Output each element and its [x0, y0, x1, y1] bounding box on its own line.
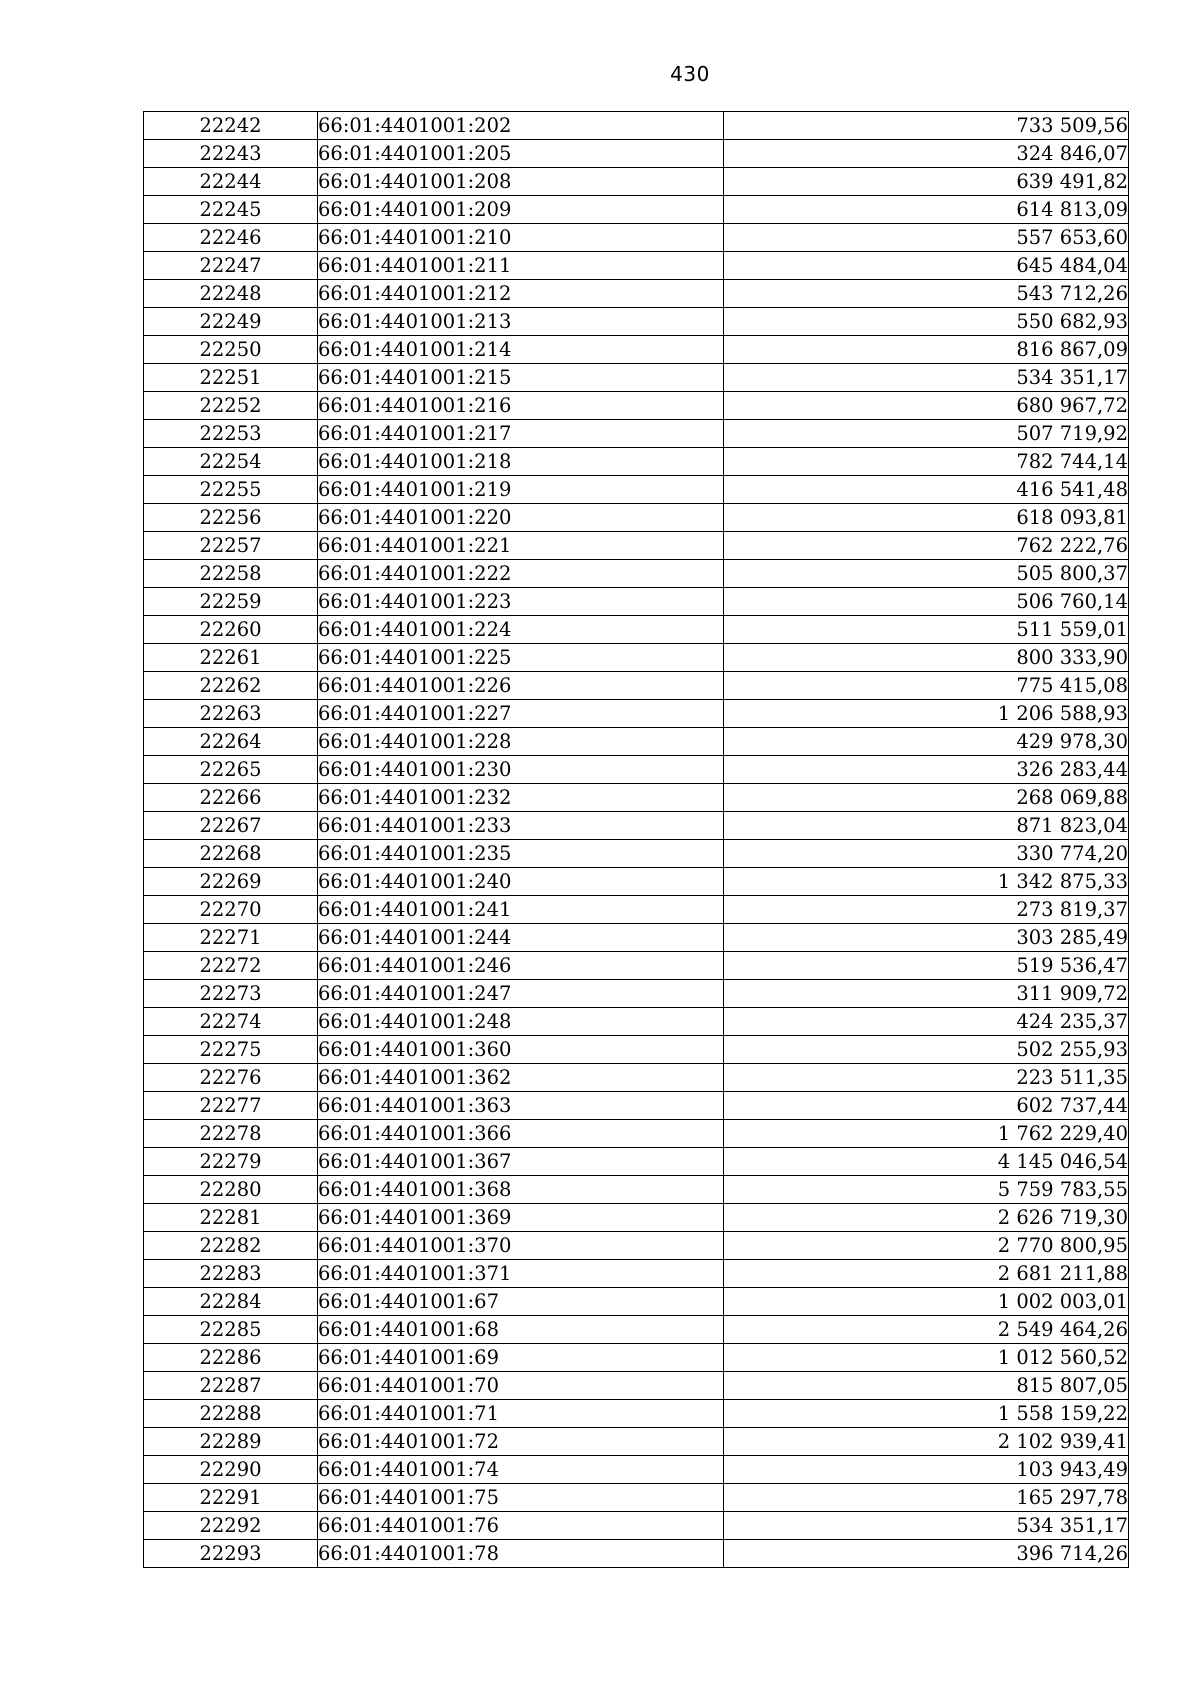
cadastral-value-cell: 618 093,81 — [724, 504, 1129, 532]
cadastral-number-cell: 66:01:4401001:209 — [318, 196, 724, 224]
cadastral-value-cell: 550 682,93 — [724, 308, 1129, 336]
cadastral-value-cell: 506 760,14 — [724, 588, 1129, 616]
row-number-cell: 22271 — [144, 924, 318, 952]
table-row — [144, 1176, 1129, 1204]
cadastral-value-cell: 303 285,49 — [724, 924, 1129, 952]
cadastral-number-cell: 66:01:4401001:76 — [318, 1512, 724, 1540]
cadastral-value-cell: 2 626 719,30 — [724, 1204, 1129, 1232]
row-number-cell: 22286 — [144, 1344, 318, 1372]
table-row — [144, 728, 1129, 756]
cadastral-value-cell: 165 297,78 — [724, 1484, 1129, 1512]
cadastral-number-cell: 66:01:4401001:72 — [318, 1428, 724, 1456]
cadastral-value-cell: 268 069,88 — [724, 784, 1129, 812]
cadastral-number-cell: 66:01:4401001:78 — [318, 1540, 724, 1568]
cadastral-number-cell: 66:01:4401001:228 — [318, 728, 724, 756]
cadastral-value-cell: 2 681 211,88 — [724, 1260, 1129, 1288]
cadastral-number-cell: 66:01:4401001:210 — [318, 224, 724, 252]
cadastral-number-cell: 66:01:4401001:69 — [318, 1344, 724, 1372]
table-row — [144, 616, 1129, 644]
cadastral-number-cell: 66:01:4401001:219 — [318, 476, 724, 504]
cadastral-number-cell: 66:01:4401001:74 — [318, 1456, 724, 1484]
cadastral-value-cell: 815 807,05 — [724, 1372, 1129, 1400]
cadastral-value-cell: 324 846,07 — [724, 140, 1129, 168]
table-row — [144, 476, 1129, 504]
row-number-cell: 22262 — [144, 672, 318, 700]
cadastral-value-cell: 762 222,76 — [724, 532, 1129, 560]
cadastral-value-cell: 511 559,01 — [724, 616, 1129, 644]
row-number-cell: 22261 — [144, 644, 318, 672]
cadastral-value-cell: 1 206 588,93 — [724, 700, 1129, 728]
cadastral-number-cell: 66:01:4401001:208 — [318, 168, 724, 196]
table-row — [144, 1316, 1129, 1344]
row-number-cell: 22260 — [144, 616, 318, 644]
row-number-cell: 22284 — [144, 1288, 318, 1316]
cadastral-value-cell: 2 549 464,26 — [724, 1316, 1129, 1344]
cadastral-value-cell: 330 774,20 — [724, 840, 1129, 868]
cadastral-number-cell: 66:01:4401001:371 — [318, 1260, 724, 1288]
row-number-cell: 22288 — [144, 1400, 318, 1428]
table-row — [144, 532, 1129, 560]
cadastral-number-cell: 66:01:4401001:370 — [318, 1232, 724, 1260]
table-row — [144, 280, 1129, 308]
row-number-cell: 22242 — [144, 112, 318, 140]
table-row — [144, 1232, 1129, 1260]
row-number-cell: 22243 — [144, 140, 318, 168]
cadastral-number-cell: 66:01:4401001:226 — [318, 672, 724, 700]
table-row — [144, 196, 1129, 224]
cadastral-number-cell: 66:01:4401001:246 — [318, 952, 724, 980]
cadastral-number-cell: 66:01:4401001:227 — [318, 700, 724, 728]
cadastral-number-cell: 66:01:4401001:216 — [318, 392, 724, 420]
table-row — [144, 756, 1129, 784]
table-row — [144, 952, 1129, 980]
table-row — [144, 980, 1129, 1008]
cadastral-number-cell: 66:01:4401001:247 — [318, 980, 724, 1008]
row-number-cell: 22293 — [144, 1540, 318, 1568]
row-number-cell: 22275 — [144, 1036, 318, 1064]
row-number-cell: 22257 — [144, 532, 318, 560]
cadastral-number-cell: 66:01:4401001:248 — [318, 1008, 724, 1036]
cadastral-value-cell: 416 541,48 — [724, 476, 1129, 504]
table-row — [144, 392, 1129, 420]
cadastral-value-cell: 1 762 229,40 — [724, 1120, 1129, 1148]
table-row — [144, 700, 1129, 728]
cadastral-value-cell: 311 909,72 — [724, 980, 1129, 1008]
row-number-cell: 22291 — [144, 1484, 318, 1512]
row-number-cell: 22252 — [144, 392, 318, 420]
row-number-cell: 22255 — [144, 476, 318, 504]
table-row — [144, 1372, 1129, 1400]
cadastral-number-cell: 66:01:4401001:214 — [318, 336, 724, 364]
cadastral-value-cell: 1 012 560,52 — [724, 1344, 1129, 1372]
cadastral-number-cell: 66:01:4401001:366 — [318, 1120, 724, 1148]
cadastral-number-cell: 66:01:4401001:233 — [318, 812, 724, 840]
table-row — [144, 112, 1129, 140]
row-number-cell: 22264 — [144, 728, 318, 756]
table-row — [144, 1064, 1129, 1092]
cadastral-number-cell: 66:01:4401001:360 — [318, 1036, 724, 1064]
table-row — [144, 420, 1129, 448]
row-number-cell: 22279 — [144, 1148, 318, 1176]
cadastral-number-cell: 66:01:4401001:202 — [318, 112, 724, 140]
cadastral-value-cell: 733 509,56 — [724, 112, 1129, 140]
row-number-cell: 22281 — [144, 1204, 318, 1232]
cadastral-value-cell: 103 943,49 — [724, 1456, 1129, 1484]
row-number-cell: 22251 — [144, 364, 318, 392]
cadastral-number-cell: 66:01:4401001:235 — [318, 840, 724, 868]
table-row — [144, 336, 1129, 364]
cadastral-number-cell: 66:01:4401001:212 — [318, 280, 724, 308]
table-row — [144, 1512, 1129, 1540]
row-number-cell: 22287 — [144, 1372, 318, 1400]
table-row — [144, 252, 1129, 280]
row-number-cell: 22276 — [144, 1064, 318, 1092]
cadastral-number-cell: 66:01:4401001:232 — [318, 784, 724, 812]
cadastral-number-cell: 66:01:4401001:218 — [318, 448, 724, 476]
row-number-cell: 22253 — [144, 420, 318, 448]
table-row — [144, 924, 1129, 952]
table-row — [144, 504, 1129, 532]
cadastral-value-table — [143, 111, 1129, 1568]
cadastral-value-cell: 871 823,04 — [724, 812, 1129, 840]
cadastral-number-cell: 66:01:4401001:213 — [318, 308, 724, 336]
cadastral-value-cell: 543 712,26 — [724, 280, 1129, 308]
table-row — [144, 1120, 1129, 1148]
table-row — [144, 868, 1129, 896]
table-row — [144, 1400, 1129, 1428]
cadastral-value-cell: 2 770 800,95 — [724, 1232, 1129, 1260]
row-number-cell: 22280 — [144, 1176, 318, 1204]
row-number-cell: 22249 — [144, 308, 318, 336]
cadastral-value-cell: 429 978,30 — [724, 728, 1129, 756]
cadastral-value-cell: 502 255,93 — [724, 1036, 1129, 1064]
table-row — [144, 644, 1129, 672]
row-number-cell: 22268 — [144, 840, 318, 868]
row-number-cell: 22274 — [144, 1008, 318, 1036]
row-number-cell: 22273 — [144, 980, 318, 1008]
row-number-cell: 22277 — [144, 1092, 318, 1120]
cadastral-value-cell: 396 714,26 — [724, 1540, 1129, 1568]
row-number-cell: 22292 — [144, 1512, 318, 1540]
cadastral-number-cell: 66:01:4401001:244 — [318, 924, 724, 952]
cadastral-number-cell: 66:01:4401001:367 — [318, 1148, 724, 1176]
cadastral-value-cell: 800 333,90 — [724, 644, 1129, 672]
table-body — [144, 112, 1129, 1568]
cadastral-number-cell: 66:01:4401001:221 — [318, 532, 724, 560]
cadastral-number-cell: 66:01:4401001:75 — [318, 1484, 724, 1512]
table-row — [144, 840, 1129, 868]
cadastral-number-cell: 66:01:4401001:369 — [318, 1204, 724, 1232]
cadastral-value-cell: 534 351,17 — [724, 1512, 1129, 1540]
cadastral-value-cell: 1 558 159,22 — [724, 1400, 1129, 1428]
table-row — [144, 1008, 1129, 1036]
row-number-cell: 22278 — [144, 1120, 318, 1148]
row-number-cell: 22265 — [144, 756, 318, 784]
table-row — [144, 1288, 1129, 1316]
table-row — [144, 896, 1129, 924]
cadastral-value-cell: 816 867,09 — [724, 336, 1129, 364]
cadastral-number-cell: 66:01:4401001:363 — [318, 1092, 724, 1120]
row-number-cell: 22270 — [144, 896, 318, 924]
cadastral-number-cell: 66:01:4401001:70 — [318, 1372, 724, 1400]
row-number-cell: 22258 — [144, 560, 318, 588]
cadastral-value-cell: 4 145 046,54 — [724, 1148, 1129, 1176]
cadastral-number-cell: 66:01:4401001:215 — [318, 364, 724, 392]
cadastral-number-cell: 66:01:4401001:223 — [318, 588, 724, 616]
cadastral-value-cell: 645 484,04 — [724, 252, 1129, 280]
table-row — [144, 1036, 1129, 1064]
table-row — [144, 1204, 1129, 1232]
cadastral-number-cell: 66:01:4401001:205 — [318, 140, 724, 168]
row-number-cell: 22267 — [144, 812, 318, 840]
cadastral-value-cell: 557 653,60 — [724, 224, 1129, 252]
cadastral-value-cell: 2 102 939,41 — [724, 1428, 1129, 1456]
table-row — [144, 364, 1129, 392]
cadastral-number-cell: 66:01:4401001:225 — [318, 644, 724, 672]
page-number: 430 — [670, 62, 710, 86]
table-row — [144, 812, 1129, 840]
row-number-cell: 22266 — [144, 784, 318, 812]
row-number-cell: 22250 — [144, 336, 318, 364]
cadastral-number-cell: 66:01:4401001:224 — [318, 616, 724, 644]
table-row — [144, 224, 1129, 252]
table-row — [144, 1456, 1129, 1484]
table-row — [144, 784, 1129, 812]
table-row — [144, 1092, 1129, 1120]
row-number-cell: 22282 — [144, 1232, 318, 1260]
row-number-cell: 22283 — [144, 1260, 318, 1288]
table-row — [144, 140, 1129, 168]
cadastral-value-cell: 507 719,92 — [724, 420, 1129, 448]
table-row — [144, 1428, 1129, 1456]
cadastral-number-cell: 66:01:4401001:68 — [318, 1316, 724, 1344]
cadastral-value-cell: 519 536,47 — [724, 952, 1129, 980]
cadastral-value-cell: 223 511,35 — [724, 1064, 1129, 1092]
table-row — [144, 1344, 1129, 1372]
table-row — [144, 588, 1129, 616]
cadastral-value-cell: 534 351,17 — [724, 364, 1129, 392]
row-number-cell: 22245 — [144, 196, 318, 224]
row-number-cell: 22254 — [144, 448, 318, 476]
cadastral-value-cell: 782 744,14 — [724, 448, 1129, 476]
cadastral-value-cell: 775 415,08 — [724, 672, 1129, 700]
table-row — [144, 1148, 1129, 1176]
row-number-cell: 22256 — [144, 504, 318, 532]
table-row — [144, 168, 1129, 196]
cadastral-value-cell: 614 813,09 — [724, 196, 1129, 224]
row-number-cell: 22289 — [144, 1428, 318, 1456]
row-number-cell: 22263 — [144, 700, 318, 728]
table-row — [144, 1540, 1129, 1568]
table-row — [144, 448, 1129, 476]
row-number-cell: 22290 — [144, 1456, 318, 1484]
cadastral-value-cell: 273 819,37 — [724, 896, 1129, 924]
cadastral-value-cell: 680 967,72 — [724, 392, 1129, 420]
cadastral-value-cell: 326 283,44 — [724, 756, 1129, 784]
row-number-cell: 22272 — [144, 952, 318, 980]
cadastral-number-cell: 66:01:4401001:230 — [318, 756, 724, 784]
table-row — [144, 560, 1129, 588]
cadastral-number-cell: 66:01:4401001:71 — [318, 1400, 724, 1428]
cadastral-value-cell: 5 759 783,55 — [724, 1176, 1129, 1204]
cadastral-number-cell: 66:01:4401001:217 — [318, 420, 724, 448]
table-row — [144, 1484, 1129, 1512]
cadastral-number-cell: 66:01:4401001:362 — [318, 1064, 724, 1092]
table-row — [144, 308, 1129, 336]
cadastral-value-cell: 639 491,82 — [724, 168, 1129, 196]
row-number-cell: 22259 — [144, 588, 318, 616]
cadastral-number-cell: 66:01:4401001:241 — [318, 896, 724, 924]
cadastral-value-cell: 602 737,44 — [724, 1092, 1129, 1120]
row-number-cell: 22244 — [144, 168, 318, 196]
cadastral-number-cell: 66:01:4401001:67 — [318, 1288, 724, 1316]
cadastral-number-cell: 66:01:4401001:220 — [318, 504, 724, 532]
cadastral-number-cell: 66:01:4401001:222 — [318, 560, 724, 588]
row-number-cell: 22285 — [144, 1316, 318, 1344]
table-row — [144, 672, 1129, 700]
row-number-cell: 22248 — [144, 280, 318, 308]
cadastral-value-cell: 1 002 003,01 — [724, 1288, 1129, 1316]
row-number-cell: 22246 — [144, 224, 318, 252]
cadastral-number-cell: 66:01:4401001:368 — [318, 1176, 724, 1204]
row-number-cell: 22269 — [144, 868, 318, 896]
row-number-cell: 22247 — [144, 252, 318, 280]
cadastral-value-cell: 424 235,37 — [724, 1008, 1129, 1036]
table-row — [144, 1260, 1129, 1288]
cadastral-number-cell: 66:01:4401001:240 — [318, 868, 724, 896]
cadastral-value-cell: 1 342 875,33 — [724, 868, 1129, 896]
cadastral-number-cell: 66:01:4401001:211 — [318, 252, 724, 280]
cadastral-value-cell: 505 800,37 — [724, 560, 1129, 588]
